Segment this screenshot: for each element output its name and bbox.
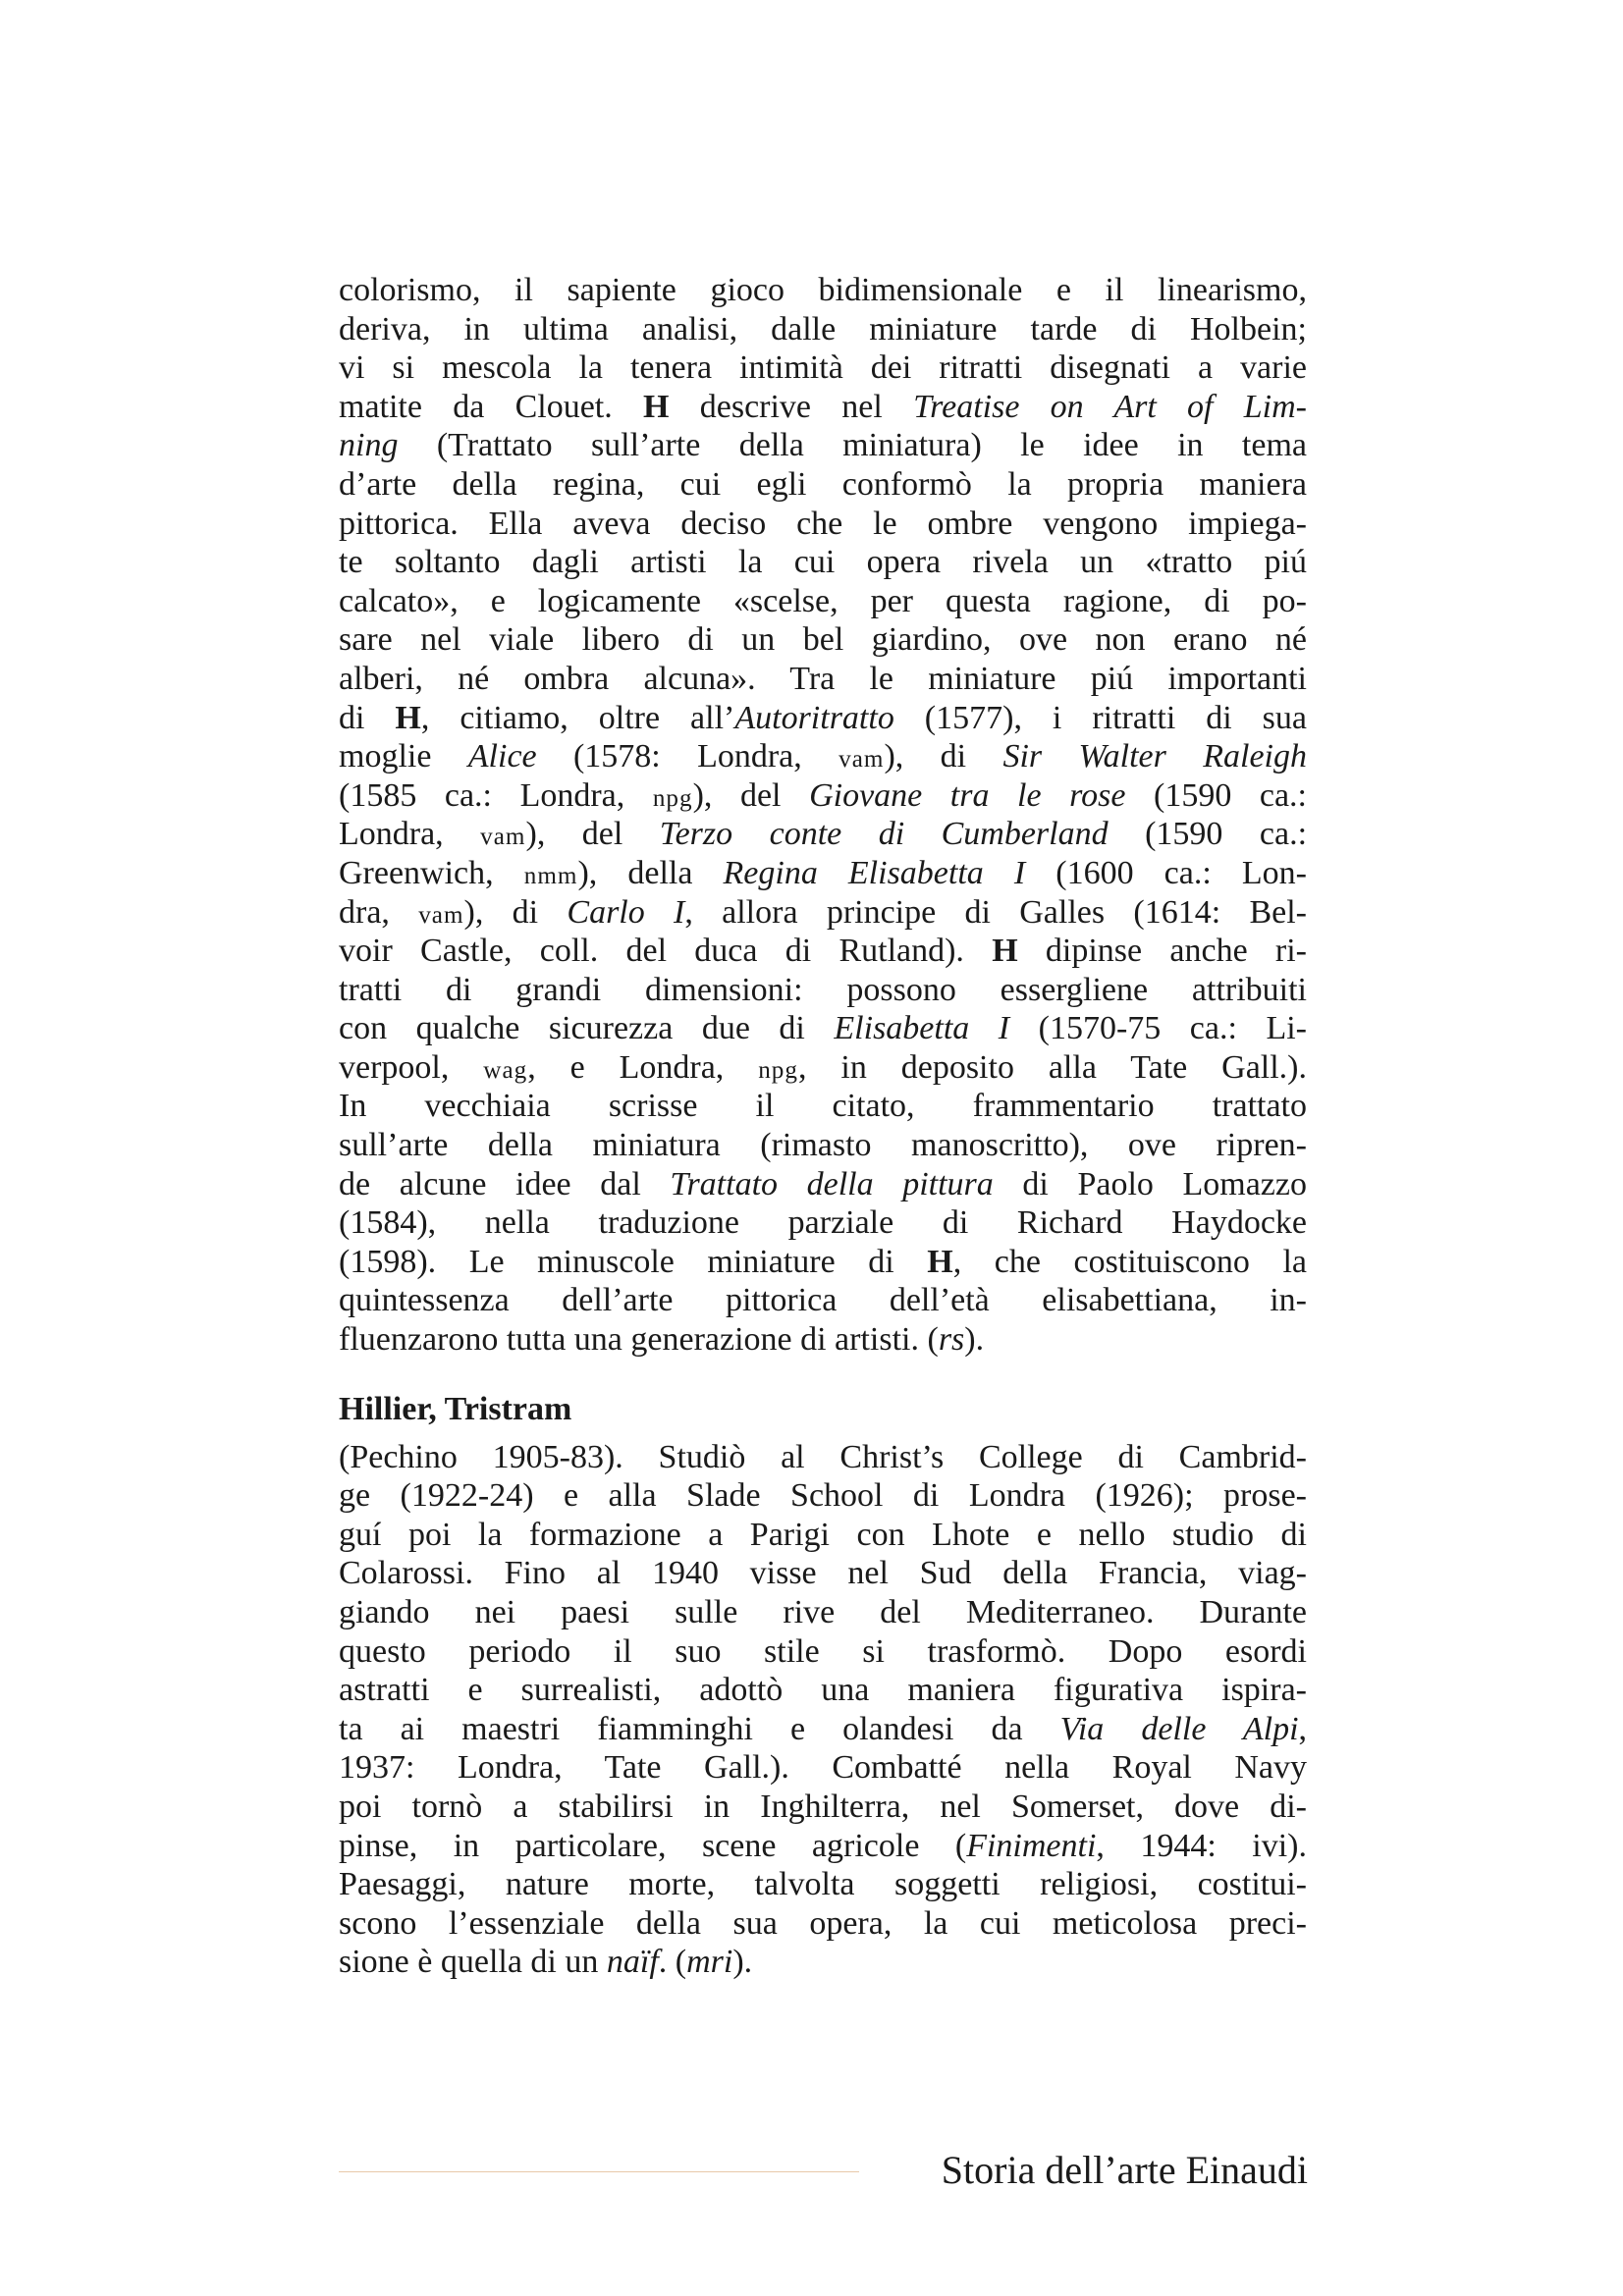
text-line: ning (Trattato sull’arte della miniatura) le idee in tema bbox=[339, 427, 1307, 464]
italic-run: Carlo I bbox=[567, 893, 685, 931]
text-line: moglie Alice (1578: Londra, vam), di Sir Walter Raleigh bbox=[339, 738, 1307, 775]
text-line: (1598). Le minuscole miniature di H, che costituiscono la bbox=[339, 1243, 1307, 1280]
entry-hillier-body bbox=[339, 1438, 1307, 1982]
text-line: deriva, in ultima analisi, dalle miniature tarde di Holbein; bbox=[339, 310, 1307, 347]
text-line: pinse, in particolare, scene agricole (Finimenti, 1944: ivi). bbox=[339, 1827, 1307, 1864]
text-line: sare nel viale libero di un bel giardino, ove non erano né bbox=[339, 621, 1307, 659]
text-line: In vecchiaia scrisse il citato, frammentario trattato bbox=[339, 1088, 1307, 1125]
italic-run: Elisabetta I bbox=[834, 1010, 1010, 1047]
italic-run: naïf bbox=[606, 1944, 659, 1981]
footer-rule bbox=[339, 2171, 859, 2172]
text-line: Paesaggi, nature morte, talvolta soggetti religiosi, costitui- bbox=[339, 1866, 1307, 1903]
italic-run: Treatise on Art of Lim- bbox=[913, 388, 1308, 425]
small-caps-run: npg bbox=[652, 784, 693, 812]
bold-run: H bbox=[643, 388, 670, 425]
italic-run: mri bbox=[686, 1944, 733, 1981]
text-line: matite da Clouet. H descrive nel Treatise on Art of Lim- bbox=[339, 388, 1308, 425]
italic-run: Sir Walter Raleigh bbox=[1002, 738, 1307, 775]
text-line: dra, vam), di Carlo I, allora principe di Galles (1614: Bel- bbox=[339, 893, 1307, 931]
text-line: alberi, né ombra alcuna». Tra le miniature piú importanti bbox=[339, 660, 1307, 697]
entry-hillier bbox=[339, 1390, 1307, 1982]
text-line: giando nei paesi sulle rive del Mediterraneo. Durante bbox=[339, 1594, 1307, 1630]
text-line: di H, citiamo, oltre all’Autoritratto (1577), i ritratti di sua bbox=[339, 699, 1307, 736]
text-line: Londra, vam), del Terzo conte di Cumberland (1590 ca.: bbox=[339, 816, 1308, 853]
text-line: sione è quella di un naïf. (mri). bbox=[339, 1944, 753, 1981]
text-line: tratti di grandi dimensioni: possono essergliene attribuiti bbox=[339, 971, 1307, 1008]
bold-run: H bbox=[927, 1243, 953, 1280]
italic-run: Giovane tra le rose bbox=[809, 776, 1126, 814]
italic-run: Terzo conte di Cumberland bbox=[659, 816, 1109, 853]
italic-run: rs bbox=[938, 1321, 965, 1359]
entry-holbein-continuation bbox=[339, 271, 1307, 1360]
text-line: questo periodo il suo stile si trasformò. Dopo esordi bbox=[339, 1632, 1307, 1670]
text-line: calcato», e logicamente «scelse, per questa ragione, di po- bbox=[339, 582, 1307, 619]
italic-run: ning bbox=[339, 427, 399, 464]
text-line: d’arte della regina, cui egli conformò la propria maniera bbox=[339, 465, 1307, 503]
italic-run: Finimenti bbox=[966, 1827, 1097, 1864]
italic-run: Via delle Alpi bbox=[1059, 1710, 1299, 1747]
footer-publication-title: Storia dell’arte Einaudi bbox=[941, 2148, 1308, 2192]
text-line: te soltanto dagli artisti la cui opera rivela un «tratto piú bbox=[339, 544, 1307, 581]
text-line: pittorica. Ella aveva deciso che le ombre vengono impiega- bbox=[339, 505, 1307, 542]
text-line: poi tornò a stabilirsi in Inghilterra, nel Somerset, dove di- bbox=[339, 1788, 1307, 1825]
text-line: (1585 ca.: Londra, npg), del Giovane tra le rose (1590 ca.: bbox=[339, 776, 1308, 814]
text-line: voir Castle, coll. del duca di Rutland). H dipinse anche ri- bbox=[339, 933, 1308, 970]
text-line: (1584), nella traduzione parziale di Richard Haydocke bbox=[339, 1204, 1307, 1242]
text-line: quintessenza dell’arte pittorica dell’età elisabettiana, in- bbox=[339, 1282, 1307, 1319]
text-line: ta ai maestri fiamminghi e olandesi da Via delle Alpi, bbox=[339, 1710, 1308, 1747]
text-line: verpool, wag, e Londra, npg, in deposito alla Tate Gall.). bbox=[339, 1048, 1307, 1086]
small-caps-run: wag bbox=[483, 1056, 528, 1084]
small-caps-run: vam bbox=[480, 824, 526, 851]
text-line: sull’arte della miniatura (rimasto manoscritto), ove ripren- bbox=[339, 1127, 1307, 1164]
italic-run: Regina Elisabetta I bbox=[723, 854, 1026, 891]
text-line: con qualche sicurezza due di Elisabetta I (1570-75 ca.: Li- bbox=[339, 1010, 1307, 1047]
small-caps-run: vam bbox=[839, 746, 885, 774]
entry-heading: Hillier, Tristram bbox=[339, 1390, 572, 1427]
small-caps-run: nmm bbox=[523, 862, 578, 889]
text-column bbox=[339, 271, 1307, 1982]
text-line: fluenzarono tutta una generazione di artisti. (rs). bbox=[339, 1321, 985, 1359]
text-line: Colarossi. Fino al 1940 visse nel Sud della Francia, viag- bbox=[339, 1555, 1307, 1592]
italic-run: Trattato della pittura bbox=[670, 1165, 994, 1202]
text-line: ge (1922-24) e alla Slade School di Londra (1926); prose- bbox=[339, 1477, 1307, 1515]
text-line: (Pechino 1905-83). Studiò al Christ’s College di Cambrid- bbox=[339, 1438, 1307, 1475]
small-caps-run: vam bbox=[418, 901, 464, 929]
text-line: de alcune idee dal Trattato della pittura di Paolo Lomazzo bbox=[339, 1165, 1307, 1202]
text-line: Greenwich, nmm), della Regina Elisabetta I (1600 ca.: Lon- bbox=[339, 854, 1307, 891]
bold-run: H bbox=[395, 699, 421, 736]
small-caps-run: npg bbox=[758, 1056, 798, 1084]
text-line: scono l’essenziale della sua opera, la cui meticolosa preci- bbox=[339, 1904, 1307, 1942]
italic-run: Alice bbox=[467, 738, 537, 775]
italic-run: Autoritratto bbox=[734, 699, 894, 736]
text-line: 1937: Londra, Tate Gall.). Combatté nella Royal Navy bbox=[339, 1749, 1307, 1787]
text-line: astratti e surrealisti, adottò una maniera figurativa ispira- bbox=[339, 1672, 1307, 1709]
text-line: colorismo, il sapiente gioco bidimensionale e il linearismo, bbox=[339, 272, 1307, 308]
bold-run: H bbox=[992, 933, 1018, 970]
text-line: vi si mescola la tenera intimità dei ritratti disegnati a varie bbox=[339, 349, 1307, 387]
text-line: guí poi la formazione a Parigi con Lhote e nello studio di bbox=[339, 1516, 1307, 1553]
